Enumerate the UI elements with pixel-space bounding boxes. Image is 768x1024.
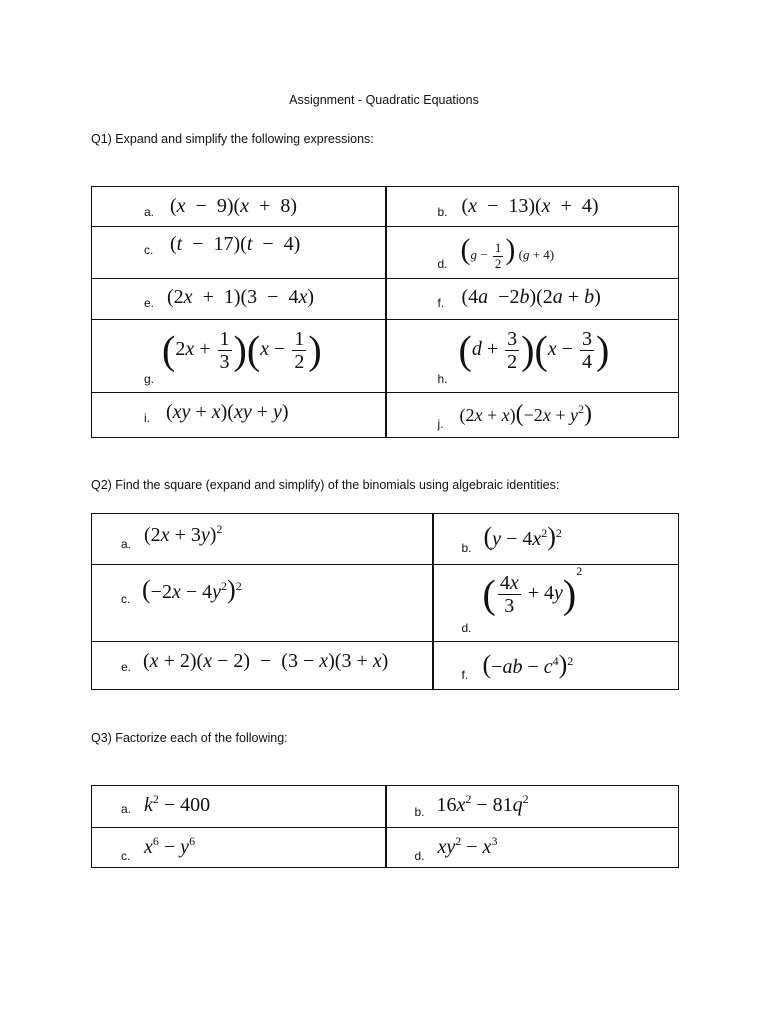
q2-cell-a bbox=[92, 514, 433, 565]
q3-cell-b bbox=[386, 786, 679, 828]
item-label: i. bbox=[144, 411, 150, 425]
item-label: j. bbox=[437, 417, 444, 431]
expression: $(2x + 3y)^2$ bbox=[144, 522, 223, 546]
q2-cell-b bbox=[433, 514, 679, 565]
item-label: f. bbox=[437, 296, 445, 310]
q1-cell-h bbox=[386, 320, 679, 393]
expression: (t − 17)(t − 4) bbox=[170, 233, 301, 255]
item-label: c. bbox=[121, 592, 131, 606]
q1-cell-e bbox=[92, 279, 386, 320]
page-title: Assignment - Quadratic Equations bbox=[289, 93, 479, 107]
q3-cell-a bbox=[92, 786, 386, 828]
item-label: g. bbox=[144, 372, 155, 386]
q1-cell-c bbox=[92, 227, 386, 279]
expression: (2x + 1)(3 − 4x) bbox=[167, 286, 315, 308]
item-label: d. bbox=[437, 257, 448, 271]
expression: $(-2x - 4y^2)^2$ bbox=[142, 575, 242, 604]
expression: $xy^2 - x^3$ bbox=[437, 834, 498, 858]
q1-cell-d bbox=[386, 227, 679, 279]
q3-cell-c bbox=[92, 828, 386, 868]
q3-table bbox=[91, 785, 679, 868]
item-label: c. bbox=[144, 243, 154, 257]
expression: (x − 9)(x + 8) bbox=[170, 195, 298, 217]
q2-prompt: Q2) Find the square (expand and simplify) of the binomials using algebraic identities: bbox=[91, 478, 560, 492]
item-label: c. bbox=[121, 849, 131, 863]
item-label: a. bbox=[144, 205, 155, 219]
q1-cell-b bbox=[386, 187, 679, 227]
q1-table bbox=[91, 186, 679, 438]
expression: $(2x + x)(-2x + y^2)$ bbox=[459, 401, 592, 427]
q1-cell-a bbox=[92, 187, 386, 227]
expression: $k^2 - 400$ bbox=[144, 792, 211, 816]
item-label: h. bbox=[437, 372, 448, 386]
expression: (d + $\frac{3}{2}$ )(x − $\frac{3}{4}$ ) bbox=[458, 327, 610, 373]
expression: (x + 2)(x − 2) − (3 − x)(3 + x) bbox=[143, 650, 389, 672]
expression: (g − $\frac{1}{2}$ ) (g + 4) bbox=[460, 233, 555, 271]
q1-cell-i bbox=[92, 393, 386, 438]
item-label: e. bbox=[144, 296, 155, 310]
expression: (2x + $\frac{1}{3}$ )(x − $\frac{1}{2}$ ) bbox=[162, 327, 322, 373]
q3-cell-d bbox=[386, 828, 679, 868]
q3-prompt: Q3) Factorize each of the following: bbox=[91, 731, 288, 745]
expression: $(-ab - c^4)^2$ bbox=[482, 650, 574, 679]
item-label: b. bbox=[461, 541, 472, 555]
item-label: a. bbox=[121, 537, 132, 551]
q1-cell-f bbox=[386, 279, 679, 320]
expression: $x^6 - y^6$ bbox=[144, 834, 196, 858]
expression: ( $\frac{4x}{3}$ + 4y)$^2$ bbox=[482, 564, 583, 617]
q2-cell-c bbox=[92, 565, 433, 642]
item-label: e. bbox=[121, 660, 132, 674]
item-label: d. bbox=[461, 621, 472, 635]
q1-cell-j bbox=[386, 393, 679, 438]
q1-cell-g bbox=[92, 320, 386, 393]
expression: (4a −2b)(2a + b) bbox=[461, 286, 601, 308]
item-label: f. bbox=[461, 668, 469, 682]
q2-table bbox=[91, 513, 679, 690]
expression: $(y - 4x^2)^2$ bbox=[483, 522, 562, 551]
expression: (xy + x)(xy + y) bbox=[166, 401, 289, 423]
item-label: b. bbox=[414, 805, 425, 819]
q1-prompt: Q1) Expand and simplify the following expressions: bbox=[91, 132, 374, 146]
item-label: b. bbox=[437, 205, 448, 219]
q2-cell-f bbox=[433, 642, 679, 690]
expression: (x − 13)(x + 4) bbox=[461, 195, 599, 217]
q2-cell-e bbox=[92, 642, 433, 690]
expression: $16x^2 - 81q^2$ bbox=[436, 792, 529, 816]
item-label: a. bbox=[121, 802, 132, 816]
item-label: d. bbox=[414, 849, 425, 863]
q2-cell-d bbox=[433, 565, 679, 642]
